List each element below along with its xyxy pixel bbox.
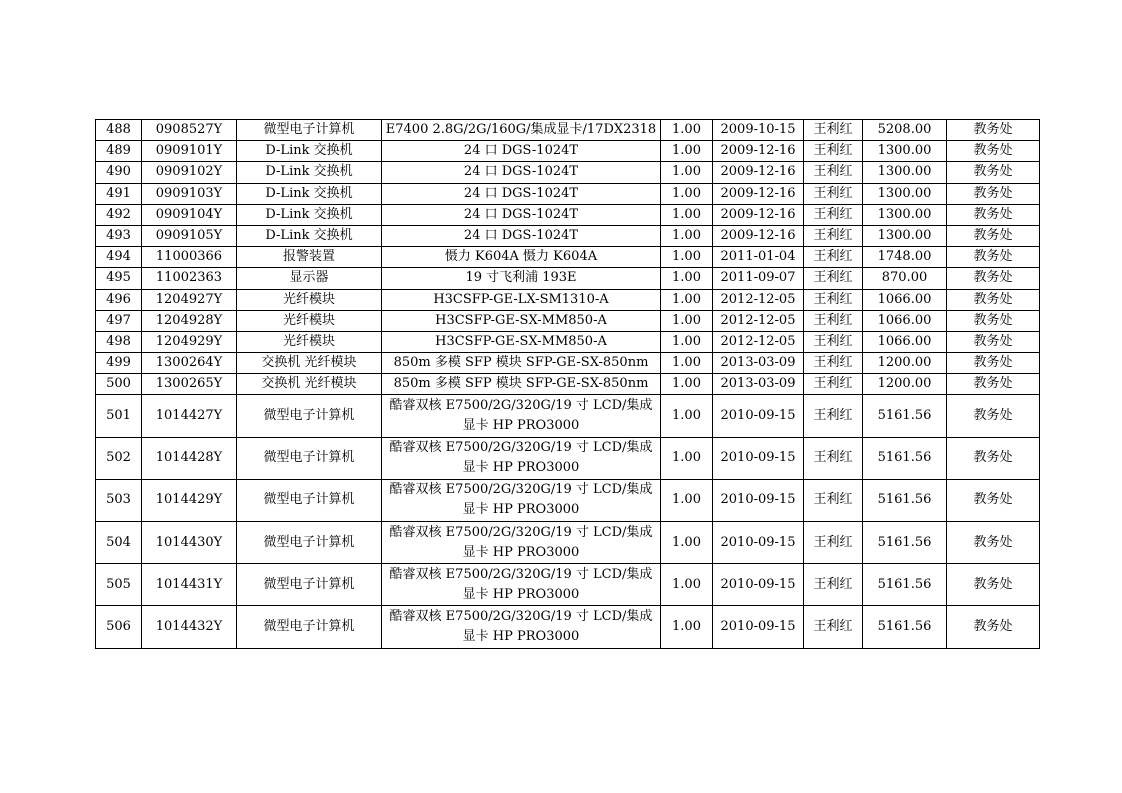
price-cell: 5161.56 bbox=[863, 437, 947, 479]
asset-name-cell: 交换机 光纤模块 bbox=[237, 374, 382, 395]
asset-code-cell: 1014430Y bbox=[142, 522, 237, 564]
asset-code-cell: 1204929Y bbox=[142, 331, 237, 352]
asset-name-cell: 光纤模块 bbox=[237, 289, 382, 310]
row-number-cell: 498 bbox=[96, 331, 142, 352]
custodian-cell: 王利红 bbox=[804, 331, 863, 352]
custodian-cell: 王利红 bbox=[804, 141, 863, 162]
department-cell: 教务处 bbox=[947, 162, 1040, 183]
custodian-cell: 王利红 bbox=[804, 247, 863, 268]
date-cell: 2009-12-16 bbox=[713, 183, 804, 204]
custodian-cell: 王利红 bbox=[804, 479, 863, 521]
department-cell: 教务处 bbox=[947, 247, 1040, 268]
asset-code-cell: 11000366 bbox=[142, 247, 237, 268]
table-row bbox=[96, 289, 1040, 310]
spec-cell: H3CSFP-GE-LX-SM1310-A bbox=[382, 289, 661, 310]
table-row bbox=[96, 141, 1040, 162]
quantity-cell: 1.00 bbox=[661, 437, 713, 479]
date-cell: 2010-09-15 bbox=[713, 395, 804, 437]
table-row bbox=[96, 162, 1040, 183]
price-cell: 5161.56 bbox=[863, 522, 947, 564]
row-number-cell: 503 bbox=[96, 479, 142, 521]
spec-cell: 19 寸飞利浦 193E bbox=[382, 268, 661, 289]
row-number-cell: 502 bbox=[96, 437, 142, 479]
department-cell: 教务处 bbox=[947, 331, 1040, 352]
quantity-cell: 1.00 bbox=[661, 247, 713, 268]
date-cell: 2009-12-16 bbox=[713, 141, 804, 162]
date-cell: 2009-12-16 bbox=[713, 204, 804, 225]
custodian-cell: 王利红 bbox=[804, 522, 863, 564]
asset-name-cell: 微型电子计算机 bbox=[237, 395, 382, 437]
quantity-cell: 1.00 bbox=[661, 395, 713, 437]
asset-name-cell: 光纤模块 bbox=[237, 310, 382, 331]
asset-name-cell: 微型电子计算机 bbox=[237, 522, 382, 564]
quantity-cell: 1.00 bbox=[661, 310, 713, 331]
custodian-cell: 王利红 bbox=[804, 395, 863, 437]
date-cell: 2010-09-15 bbox=[713, 479, 804, 521]
department-cell: 教务处 bbox=[947, 141, 1040, 162]
asset-name-cell: 微型电子计算机 bbox=[237, 479, 382, 521]
spec-cell: H3CSFP-GE-SX-MM850-A bbox=[382, 310, 661, 331]
table-row bbox=[96, 564, 1040, 606]
asset-code-cell: 1014428Y bbox=[142, 437, 237, 479]
row-number-cell: 494 bbox=[96, 247, 142, 268]
asset-name-cell: 微型电子计算机 bbox=[237, 120, 382, 141]
row-number-cell: 493 bbox=[96, 225, 142, 246]
row-number-cell: 500 bbox=[96, 374, 142, 395]
quantity-cell: 1.00 bbox=[661, 479, 713, 521]
price-cell: 1748.00 bbox=[863, 247, 947, 268]
spec-cell: 酷睿双核 E7500/2G/320G/19 寸 LCD/集成显卡 HP PRO3000 bbox=[382, 606, 661, 648]
asset-code-cell: 1014432Y bbox=[142, 606, 237, 648]
quantity-cell: 1.00 bbox=[661, 120, 713, 141]
custodian-cell: 王利红 bbox=[804, 204, 863, 225]
table-row bbox=[96, 331, 1040, 352]
spec-cell: 850m 多模 SFP 模块 SFP-GE-SX-850nm bbox=[382, 353, 661, 374]
date-cell: 2013-03-09 bbox=[713, 353, 804, 374]
asset-name-cell: 显示器 bbox=[237, 268, 382, 289]
date-cell: 2009-12-16 bbox=[713, 162, 804, 183]
date-cell: 2011-09-07 bbox=[713, 268, 804, 289]
row-number-cell: 499 bbox=[96, 353, 142, 374]
quantity-cell: 1.00 bbox=[661, 374, 713, 395]
spec-cell: 酷睿双核 E7500/2G/320G/19 寸 LCD/集成显卡 HP PRO3000 bbox=[382, 479, 661, 521]
asset-code-cell: 1014427Y bbox=[142, 395, 237, 437]
department-cell: 教务处 bbox=[947, 479, 1040, 521]
price-cell: 1300.00 bbox=[863, 225, 947, 246]
spec-cell: 850m 多模 SFP 模块 SFP-GE-SX-850nm bbox=[382, 374, 661, 395]
custodian-cell: 王利红 bbox=[804, 162, 863, 183]
table-row bbox=[96, 606, 1040, 648]
department-cell: 教务处 bbox=[947, 225, 1040, 246]
asset-name-cell: 交换机 光纤模块 bbox=[237, 353, 382, 374]
date-cell: 2009-10-15 bbox=[713, 120, 804, 141]
department-cell: 教务处 bbox=[947, 606, 1040, 648]
price-cell: 5161.56 bbox=[863, 479, 947, 521]
table-row bbox=[96, 183, 1040, 204]
date-cell: 2010-09-15 bbox=[713, 606, 804, 648]
quantity-cell: 1.00 bbox=[661, 141, 713, 162]
asset-code-cell: 0909103Y bbox=[142, 183, 237, 204]
department-cell: 教务处 bbox=[947, 268, 1040, 289]
spec-cell: 慑力 K604A 慑力 K604A bbox=[382, 247, 661, 268]
table-row bbox=[96, 374, 1040, 395]
department-cell: 教务处 bbox=[947, 310, 1040, 331]
quantity-cell: 1.00 bbox=[661, 268, 713, 289]
price-cell: 5208.00 bbox=[863, 120, 947, 141]
spec-cell: 24 口 DGS-1024T bbox=[382, 204, 661, 225]
department-cell: 教务处 bbox=[947, 204, 1040, 225]
department-cell: 教务处 bbox=[947, 395, 1040, 437]
row-number-cell: 506 bbox=[96, 606, 142, 648]
table-row bbox=[96, 353, 1040, 374]
row-number-cell: 496 bbox=[96, 289, 142, 310]
row-number-cell: 489 bbox=[96, 141, 142, 162]
custodian-cell: 王利红 bbox=[804, 564, 863, 606]
custodian-cell: 王利红 bbox=[804, 310, 863, 331]
row-number-cell: 504 bbox=[96, 522, 142, 564]
spec-cell: 24 口 DGS-1024T bbox=[382, 225, 661, 246]
spec-cell: H3CSFP-GE-SX-MM850-A bbox=[382, 331, 661, 352]
table-row bbox=[96, 437, 1040, 479]
department-cell: 教务处 bbox=[947, 564, 1040, 606]
row-number-cell: 495 bbox=[96, 268, 142, 289]
row-number-cell: 505 bbox=[96, 564, 142, 606]
spec-cell: 酷睿双核 E7500/2G/320G/19 寸 LCD/集成显卡 HP PRO3000 bbox=[382, 522, 661, 564]
date-cell: 2010-09-15 bbox=[713, 437, 804, 479]
price-cell: 5161.56 bbox=[863, 564, 947, 606]
asset-code-cell: 0908527Y bbox=[142, 120, 237, 141]
custodian-cell: 王利红 bbox=[804, 606, 863, 648]
price-cell: 1300.00 bbox=[863, 183, 947, 204]
asset-name-cell: 微型电子计算机 bbox=[237, 606, 382, 648]
asset-code-cell: 1300264Y bbox=[142, 353, 237, 374]
custodian-cell: 王利红 bbox=[804, 289, 863, 310]
asset-name-cell: D-Link 交换机 bbox=[237, 204, 382, 225]
asset-name-cell: 光纤模块 bbox=[237, 331, 382, 352]
asset-name-cell: 微型电子计算机 bbox=[237, 437, 382, 479]
department-cell: 教务处 bbox=[947, 183, 1040, 204]
spec-cell: 酷睿双核 E7500/2G/320G/19 寸 LCD/集成显卡 HP PRO3000 bbox=[382, 437, 661, 479]
table-row bbox=[96, 479, 1040, 521]
spec-cell: E7400 2.8G/2G/160G/集成显卡/17DX2318 bbox=[382, 120, 661, 141]
price-cell: 1066.00 bbox=[863, 289, 947, 310]
date-cell: 2009-12-16 bbox=[713, 225, 804, 246]
spec-cell: 24 口 DGS-1024T bbox=[382, 141, 661, 162]
custodian-cell: 王利红 bbox=[804, 268, 863, 289]
table-row bbox=[96, 120, 1040, 141]
asset-name-cell: D-Link 交换机 bbox=[237, 141, 382, 162]
table-row bbox=[96, 268, 1040, 289]
table-row bbox=[96, 395, 1040, 437]
quantity-cell: 1.00 bbox=[661, 522, 713, 564]
table-body bbox=[96, 120, 1040, 649]
date-cell: 2010-09-15 bbox=[713, 564, 804, 606]
table-row bbox=[96, 310, 1040, 331]
date-cell: 2010-09-15 bbox=[713, 522, 804, 564]
custodian-cell: 王利红 bbox=[804, 225, 863, 246]
asset-name-cell: D-Link 交换机 bbox=[237, 183, 382, 204]
asset-name-cell: 报警装置 bbox=[237, 247, 382, 268]
asset-code-cell: 1300265Y bbox=[142, 374, 237, 395]
row-number-cell: 490 bbox=[96, 162, 142, 183]
inventory-table bbox=[95, 119, 1040, 649]
asset-code-cell: 0909105Y bbox=[142, 225, 237, 246]
custodian-cell: 王利红 bbox=[804, 120, 863, 141]
quantity-cell: 1.00 bbox=[661, 353, 713, 374]
asset-name-cell: D-Link 交换机 bbox=[237, 162, 382, 183]
row-number-cell: 501 bbox=[96, 395, 142, 437]
date-cell: 2012-12-05 bbox=[713, 289, 804, 310]
date-cell: 2013-03-09 bbox=[713, 374, 804, 395]
quantity-cell: 1.00 bbox=[661, 289, 713, 310]
quantity-cell: 1.00 bbox=[661, 225, 713, 246]
quantity-cell: 1.00 bbox=[661, 204, 713, 225]
quantity-cell: 1.00 bbox=[661, 606, 713, 648]
table-row bbox=[96, 522, 1040, 564]
price-cell: 1300.00 bbox=[863, 162, 947, 183]
quantity-cell: 1.00 bbox=[661, 331, 713, 352]
department-cell: 教务处 bbox=[947, 120, 1040, 141]
asset-name-cell: D-Link 交换机 bbox=[237, 225, 382, 246]
price-cell: 5161.56 bbox=[863, 606, 947, 648]
asset-code-cell: 0909102Y bbox=[142, 162, 237, 183]
department-cell: 教务处 bbox=[947, 353, 1040, 374]
row-number-cell: 492 bbox=[96, 204, 142, 225]
department-cell: 教务处 bbox=[947, 437, 1040, 479]
department-cell: 教务处 bbox=[947, 289, 1040, 310]
spec-cell: 酷睿双核 E7500/2G/320G/19 寸 LCD/集成显卡 HP PRO3000 bbox=[382, 395, 661, 437]
date-cell: 2012-12-05 bbox=[713, 310, 804, 331]
row-number-cell: 491 bbox=[96, 183, 142, 204]
custodian-cell: 王利红 bbox=[804, 437, 863, 479]
asset-code-cell: 1014431Y bbox=[142, 564, 237, 606]
asset-code-cell: 1014429Y bbox=[142, 479, 237, 521]
asset-code-cell: 11002363 bbox=[142, 268, 237, 289]
date-cell: 2011-01-04 bbox=[713, 247, 804, 268]
price-cell: 1300.00 bbox=[863, 141, 947, 162]
date-cell: 2012-12-05 bbox=[713, 331, 804, 352]
asset-code-cell: 1204927Y bbox=[142, 289, 237, 310]
price-cell: 1300.00 bbox=[863, 204, 947, 225]
custodian-cell: 王利红 bbox=[804, 183, 863, 204]
price-cell: 1200.00 bbox=[863, 374, 947, 395]
spec-cell: 24 口 DGS-1024T bbox=[382, 183, 661, 204]
asset-code-cell: 0909104Y bbox=[142, 204, 237, 225]
asset-code-cell: 0909101Y bbox=[142, 141, 237, 162]
spec-cell: 24 口 DGS-1024T bbox=[382, 162, 661, 183]
asset-code-cell: 1204928Y bbox=[142, 310, 237, 331]
table-row bbox=[96, 204, 1040, 225]
quantity-cell: 1.00 bbox=[661, 183, 713, 204]
price-cell: 1200.00 bbox=[863, 353, 947, 374]
table-row bbox=[96, 225, 1040, 246]
quantity-cell: 1.00 bbox=[661, 564, 713, 606]
asset-name-cell: 微型电子计算机 bbox=[237, 564, 382, 606]
row-number-cell: 497 bbox=[96, 310, 142, 331]
department-cell: 教务处 bbox=[947, 522, 1040, 564]
spec-cell: 酷睿双核 E7500/2G/320G/19 寸 LCD/集成显卡 HP PRO3000 bbox=[382, 564, 661, 606]
department-cell: 教务处 bbox=[947, 374, 1040, 395]
custodian-cell: 王利红 bbox=[804, 353, 863, 374]
quantity-cell: 1.00 bbox=[661, 162, 713, 183]
row-number-cell: 488 bbox=[96, 120, 142, 141]
custodian-cell: 王利红 bbox=[804, 374, 863, 395]
table-row bbox=[96, 247, 1040, 268]
price-cell: 870.00 bbox=[863, 268, 947, 289]
price-cell: 5161.56 bbox=[863, 395, 947, 437]
price-cell: 1066.00 bbox=[863, 310, 947, 331]
price-cell: 1066.00 bbox=[863, 331, 947, 352]
